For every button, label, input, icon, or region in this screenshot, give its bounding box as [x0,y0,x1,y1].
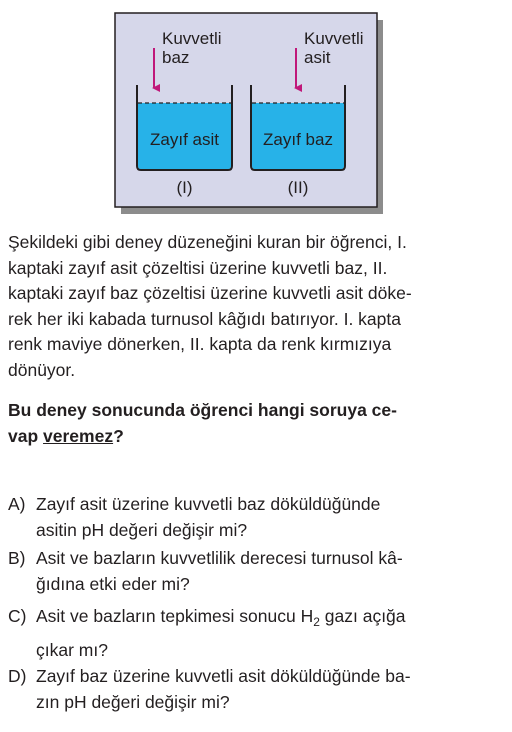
option-a-text [36,492,496,543]
question-line: Şekildeki gibi deney düzeneğini kuran bir öğrenci, I. [8,232,407,252]
option-c-text [36,604,496,663]
option-line: zın pH değeri değişir mi? [36,691,230,712]
left-solution-label: Zayıf asit [150,130,219,149]
option-line: Asit ve bazların kuvvetlilik derecesi turnusol kâ- [36,548,403,568]
right-solution-label: Zayıf baz [263,130,333,149]
question-line: dönüyor. [8,359,76,380]
question-line: kaptaki zayıf baz çözeltisi üzerine kuvvetli asit döke- [8,283,412,303]
option-line: Zayıf asit üzerine kuvvetli baz döküldüğünde [36,494,381,514]
prompt-line: Bu deney sonucunda öğrenci hangi soruya ce- [8,400,397,420]
option-c-text-pre: Asit ve bazların tepkimesi sonucu H [36,606,314,626]
right-reagent-line2: asit [304,48,331,67]
right-beaker-number: (II) [287,178,309,197]
option-b-text [36,546,496,597]
experiment-figure [0,0,512,230]
prompt-pre: vap [8,425,44,446]
option-line: Zayıf baz üzerine kuvvetli asit döküldüğünde ba- [36,666,411,686]
option-line [36,604,496,630]
option-c-label: C) [8,606,27,626]
prompt-emphasis: veremez [43,425,114,446]
question-line: renk maviye dönerken, II. kapta da renk kırmızıya [8,334,392,354]
hydrogen-subscript: 2 [313,615,320,629]
option-c-text-post: gazı açığa [319,606,406,626]
question-line: rek her iki kabada turnusol kâğıdı batırıyor. I. kapta [8,308,401,329]
option-d-text [36,664,496,715]
question-line: kaptaki zayıf asit çözeltisi üzerine kuvvetli baz, II. [8,257,388,278]
right-reagent-line1: Kuvvetli [304,29,364,48]
prompt-post: ? [113,425,124,446]
option-line: çıkar mı? [36,639,108,660]
option-d-label: D) [8,666,27,686]
option-b-label: B) [8,548,26,568]
question-prompt [8,398,496,449]
option-a-label: A) [8,494,26,514]
left-reagent-line2: baz [162,48,190,67]
option-line: asitin pH değeri değişir mi? [36,519,248,540]
left-reagent-line1: Kuvvetli [162,29,222,48]
left-beaker-number: (I) [176,178,193,197]
question-stem [8,230,496,383]
option-line: ğıdına etki eder mi? [36,573,190,594]
prompt-line [8,424,496,450]
